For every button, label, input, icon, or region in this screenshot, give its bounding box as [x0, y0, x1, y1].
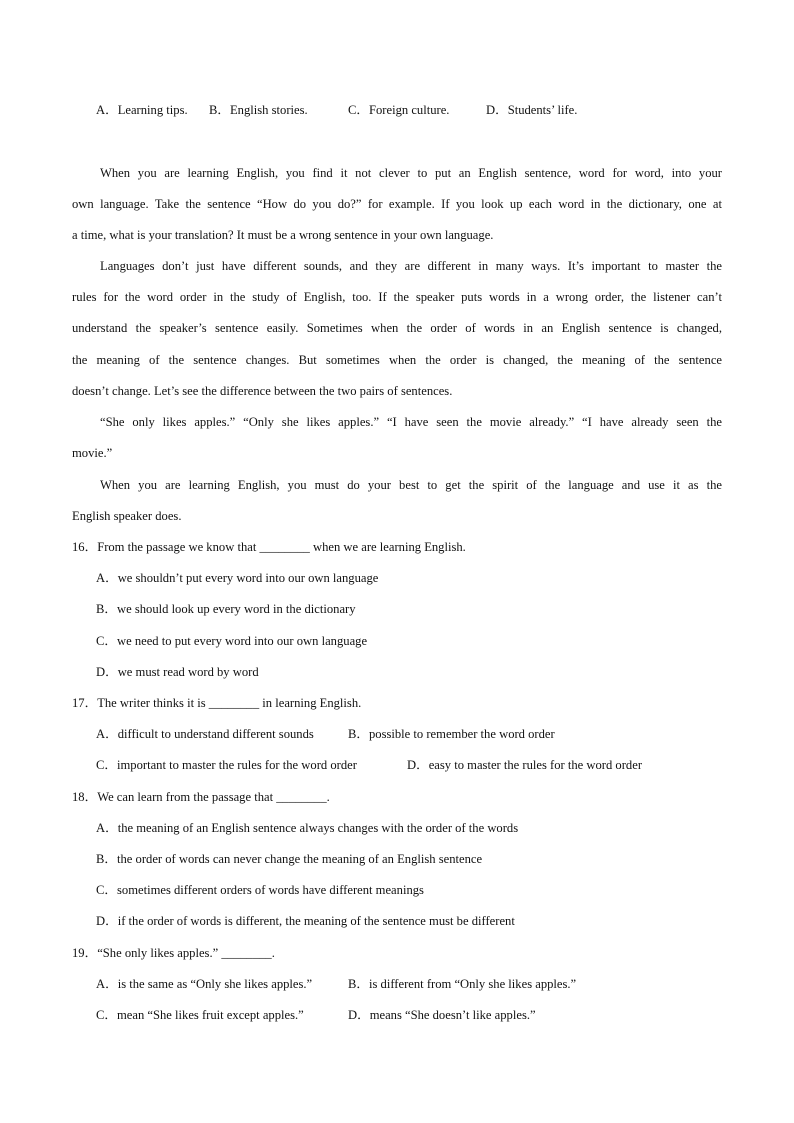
- passage-line: rules for the word order in the study of English, too. If the speaker puts words in a wrong order, the listener can’t: [72, 290, 722, 304]
- prev-option-a: A．Learning tips.: [96, 103, 188, 117]
- question-18-option-d: D．if the order of words is different, the meaning of the sentence must be different: [96, 914, 515, 928]
- question-19-option-d: D．means “She doesn’t like apples.”: [348, 1008, 536, 1022]
- question-19-stem: 19．“She only likes apples.” ________.: [72, 946, 275, 960]
- passage-line: the meaning of the sentence changes. But sometimes when the order is changed, the meaning of the sentence: [72, 353, 722, 367]
- prev-option-b: B．English stories.: [209, 103, 308, 117]
- question-16-option-b: B．we should look up every word in the dictionary: [96, 602, 356, 616]
- passage-line: Languages don’t just have different sounds, and they are different in many ways. It’s important to master the: [100, 259, 722, 273]
- question-17-option-a: A．difficult to understand different sounds: [96, 727, 314, 741]
- question-19-option-b: B．is different from “Only she likes apples.”: [348, 977, 577, 991]
- question-16-option-c: C．we need to put every word into our own language: [96, 634, 368, 648]
- passage-line: When you are learning English, you must do your best to get the spirit of the language and use it as the: [100, 478, 722, 492]
- passage-line: When you are learning English, you find it not clever to put an English sentence, word for word, into your: [100, 166, 722, 180]
- question-16-stem: 16．From the passage we know that ________ when we are learning English.: [72, 540, 466, 554]
- passage-line: own language. Take the sentence “How do you do?” for example. If you look up each word in the dictionary, one at: [72, 197, 722, 211]
- question-18-stem: 18．We can learn from the passage that ________.: [72, 790, 330, 804]
- question-18-option-c: C．sometimes different orders of words have different meanings: [96, 883, 424, 897]
- passage-line: movie.”: [72, 446, 113, 460]
- question-18-option-b: B．the order of words can never change the meaning of an English sentence: [96, 852, 483, 866]
- question-17-option-b: B．possible to remember the word order: [348, 727, 555, 741]
- question-16-option-a: A．we shouldn’t put every word into our own language: [96, 571, 379, 585]
- question-19-option-a: A．is the same as “Only she likes apples.”: [96, 977, 313, 991]
- passage-line: doesn’t change. Let’s see the difference between the two pairs of sentences.: [72, 384, 453, 398]
- question-17-stem: 17．The writer thinks it is ________ in learning English.: [72, 696, 362, 710]
- passage-line: a time, what is your translation? It must be a wrong sentence in your own language.: [72, 228, 494, 242]
- question-18-option-a: A．the meaning of an English sentence always changes with the order of the words: [96, 821, 519, 835]
- passage-line: English speaker does.: [72, 509, 182, 523]
- prev-option-d: D．Students’ life.: [486, 103, 578, 117]
- question-17-option-c: C．important to master the rules for the word order: [96, 758, 357, 772]
- passage-line: “She only likes apples.” “Only she likes apples.” “I have seen the movie already.” “I have already seen the: [100, 415, 722, 429]
- question-17-option-d: D．easy to master the rules for the word order: [407, 758, 643, 772]
- question-16-option-d: D．we must read word by word: [96, 665, 259, 679]
- prev-option-c: C．Foreign culture.: [348, 103, 450, 117]
- passage-line: understand the speaker’s sentence easily. Sometimes when the order of words in an English sentence is changed,: [72, 321, 722, 335]
- question-19-option-c: C．mean “She likes fruit except apples.”: [96, 1008, 304, 1022]
